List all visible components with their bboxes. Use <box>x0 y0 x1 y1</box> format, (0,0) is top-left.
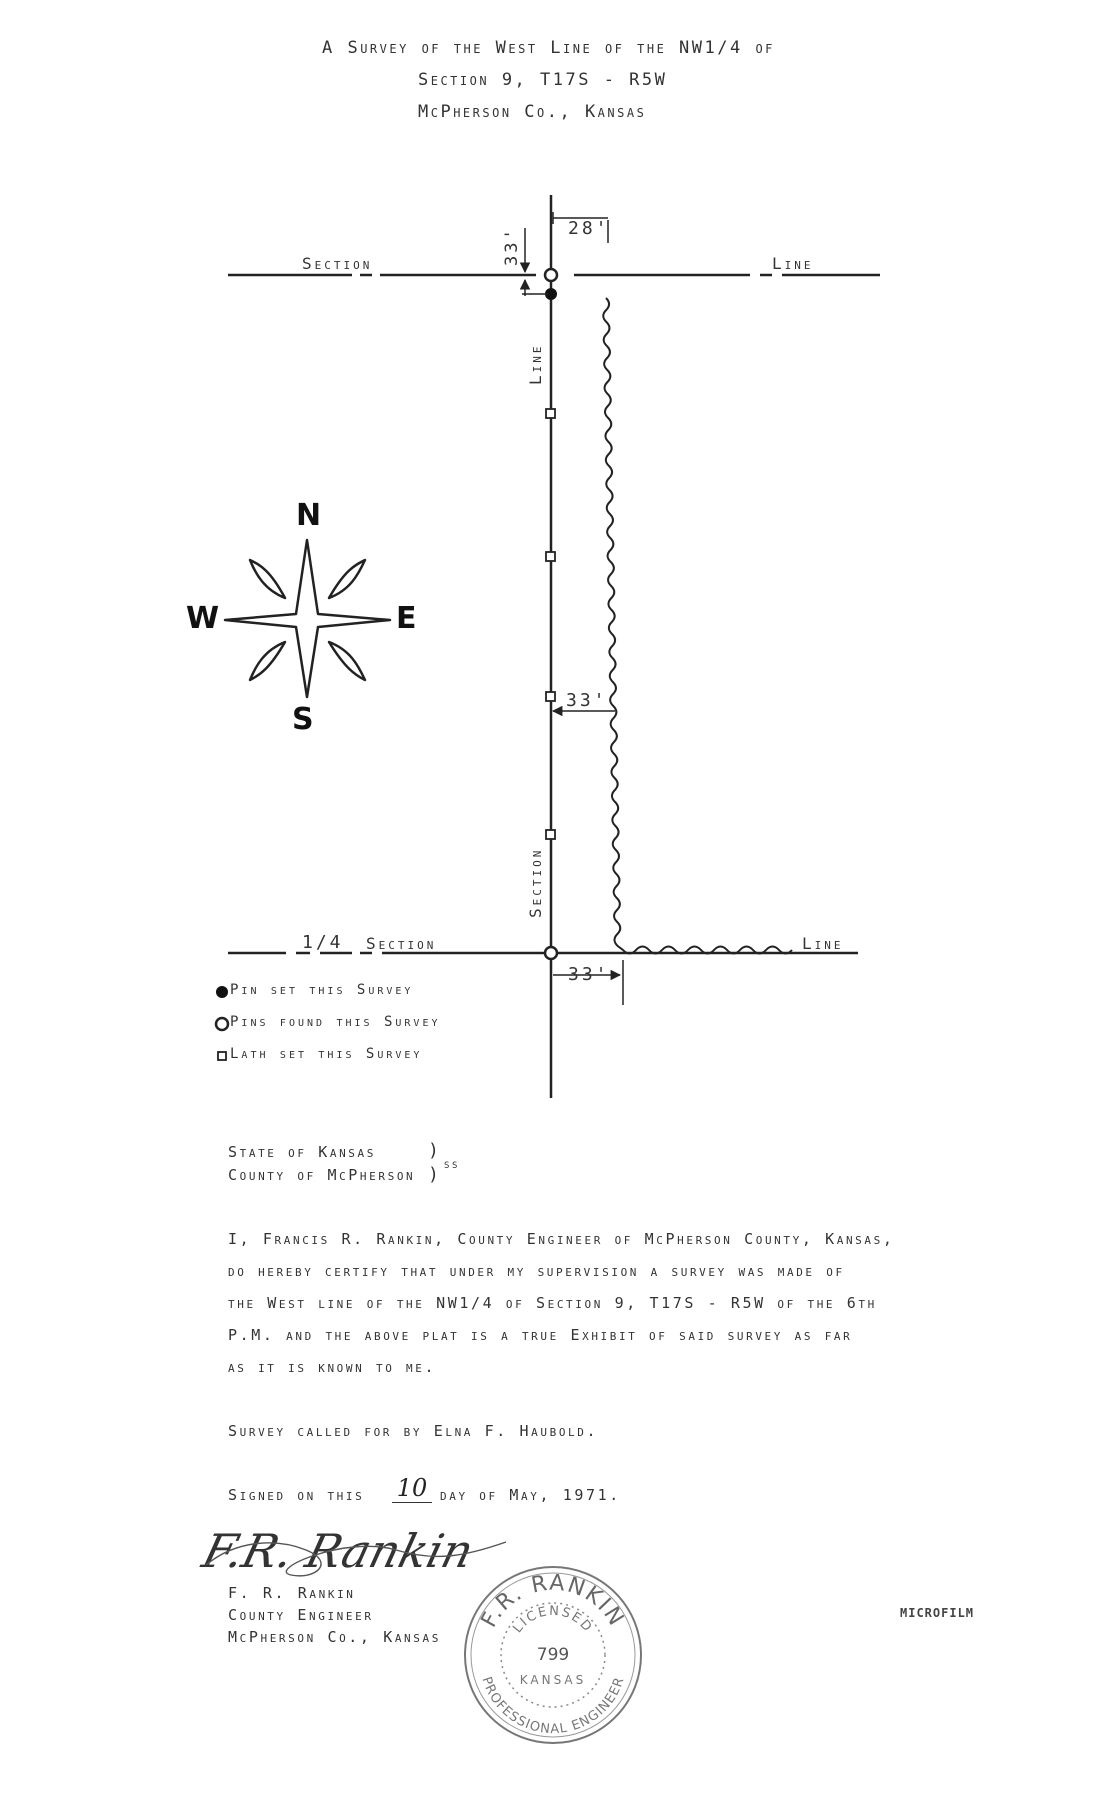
seal-licensed: LICENSED <box>510 1603 596 1637</box>
seal-profession: PROFESSIONAL ENGINEER <box>478 1675 628 1738</box>
top-left-section-label: Section <box>302 254 373 273</box>
legend-pin-found-label: Pins found this Survey <box>230 1014 441 1030</box>
compass-petal-nw <box>250 560 285 598</box>
certificate-line-4: P.M. and the above plat is a true Exhibit of said survey as far <box>228 1326 853 1344</box>
bottom-left-fraction: 1/4 <box>302 932 344 953</box>
venue-paren-top: ) <box>428 1140 442 1161</box>
dimension-top-horizontal-label: 28' <box>568 218 610 239</box>
title-line-2: Section 9, T17S - R5W <box>418 70 668 90</box>
compass-petal-sw <box>250 642 285 680</box>
lath-marker <box>546 409 555 418</box>
title-line-3: McPherson Co., Kansas <box>418 102 647 122</box>
west-lower-section-label: Section <box>526 847 545 918</box>
dimension-top-vertical-label: 33' <box>502 226 522 266</box>
west-upper-line-label: Line <box>526 343 545 385</box>
signer-office: McPherson Co., Kansas <box>228 1628 441 1646</box>
survey-called-for: Survey called for by Elna F. Haubold. <box>228 1422 599 1440</box>
seal-number: 799 <box>536 1645 570 1665</box>
certificate-line-2: do hereby certify that under my supervision a survey was made of <box>228 1262 845 1280</box>
certificate-line-5: as it is known to me. <box>228 1358 437 1376</box>
certificate-line-3: the West line of the NW1/4 of Section 9, T17S - R5W of the 6th <box>228 1294 877 1312</box>
venue-state: State of Kansas <box>228 1143 376 1161</box>
title-line-1: A Survey of the West Line of the NW1/4 of <box>322 38 775 58</box>
compass-petal-ne <box>329 560 365 598</box>
certificate-line-1: I, Francis R. Rankin, County Engineer of McPherson County, Kansas, <box>228 1230 895 1248</box>
dimension-top-vertical <box>522 228 548 296</box>
lath-marker <box>546 692 555 701</box>
compass-west: W <box>186 601 220 636</box>
signed-suffix: day of May, 1971. <box>440 1486 621 1504</box>
compass-north: N <box>296 498 322 533</box>
compass-rose <box>225 540 390 697</box>
microfilm-stamp: MICROFILM <box>900 1606 975 1620</box>
venue-ss: ss <box>444 1157 461 1172</box>
venue-county: County of McPherson <box>228 1166 416 1184</box>
bottom-right-line-label: Line <box>802 934 844 953</box>
pin-found-top <box>545 269 557 281</box>
dimension-bottom-label: 33' <box>568 964 610 985</box>
compass-petal-se <box>329 642 365 680</box>
bottom-left-section-label: Section <box>366 934 437 953</box>
legend-pin-set-icon <box>216 986 228 998</box>
legend-lath-icon <box>218 1052 226 1060</box>
engineer-seal <box>458 1560 648 1750</box>
signer-name: F. R. Rankin <box>228 1584 356 1602</box>
signed-day: 10 <box>392 1474 432 1503</box>
signer-title: County Engineer <box>228 1606 374 1624</box>
compass-south: S <box>292 702 314 737</box>
legend-pin-found-icon <box>216 1018 228 1030</box>
legend-lath-set-label: Lath set this Survey <box>230 1046 423 1062</box>
compass-star <box>225 540 390 697</box>
seal-state: KANSAS <box>519 1673 587 1687</box>
lath-marker <box>546 830 555 839</box>
legend-pin-set-label: Pin set this Survey <box>230 982 414 998</box>
pin-found-bottom <box>545 947 557 959</box>
signed-prefix: Signed on this <box>228 1486 365 1504</box>
seal-name: F.R. RANKIN <box>476 1570 630 1632</box>
venue-paren-bottom: ) <box>428 1164 442 1185</box>
dimension-middle-label: 33' <box>566 690 608 711</box>
top-right-line-label: Line <box>772 254 814 273</box>
handwritten-signature: F.R. Rankin <box>197 1524 479 1578</box>
lath-marker <box>546 552 555 561</box>
compass-east: E <box>396 601 417 636</box>
fence-line <box>603 298 792 954</box>
